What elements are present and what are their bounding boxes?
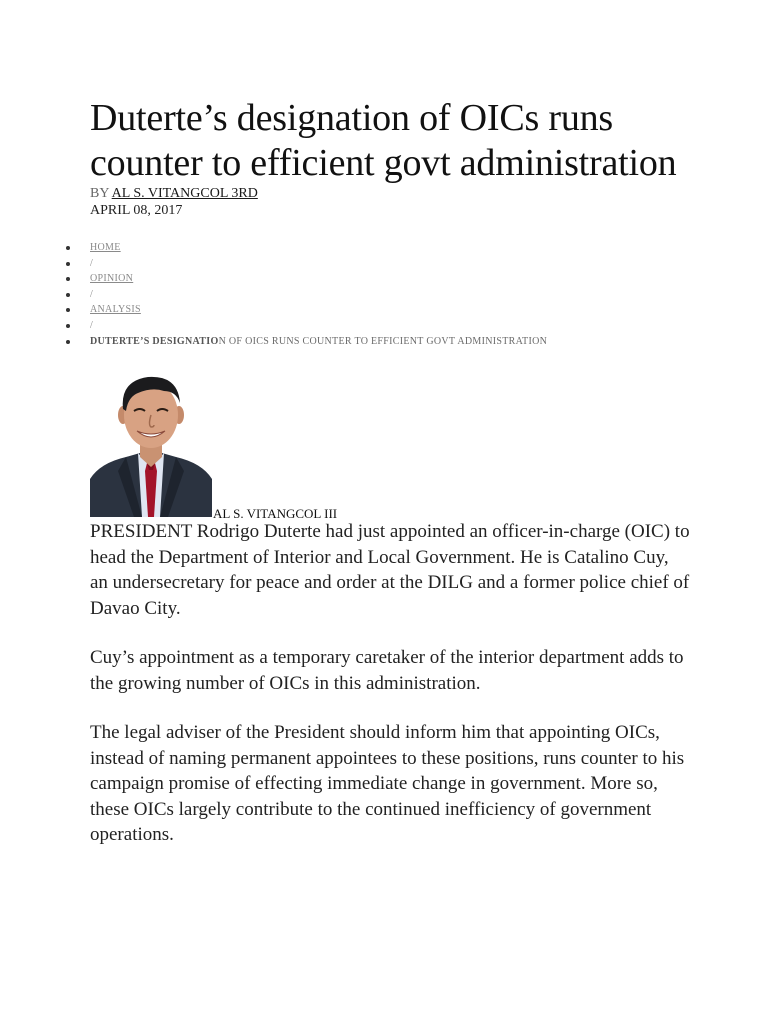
author-photo-caption: AL S. VITANGCOL III [213,506,338,522]
author-portrait-image [90,371,212,517]
breadcrumb [90,240,690,349]
body-paragraph: The legal adviser of the President should inform him that appointing OICs, instead of naming permanent appointees to these positions, runs counter to his campaign promise of effecting immediate change in government. More so, these OICs largely contribute to the continued inefficiency of government operations. [90,722,685,846]
body-paragraph: PRESIDENT Rodrigo Duterte had just appointed an officer-in-charge (OIC) to head the Department of Interior and Local Government. He is Catalino Cuy, an undersecretary for peace and order at the DILG and a former police chief of Davao City. [90,521,690,619]
breadcrumb-item-analysis [90,302,690,318]
author-block [90,371,690,522]
author-link[interactable]: AL S. VITANGCOL 3RD [111,186,258,201]
body-paragraph: Cuy’s appointment as a temporary caretaker of the interior department adds to the growing number of OICs in this administration. [90,647,684,694]
article-body [90,519,690,848]
breadcrumb-item-opinion [90,271,690,287]
breadcrumb-link-home[interactable]: HOME [90,242,121,253]
breadcrumb-link-analysis[interactable]: ANALYSIS [90,304,141,316]
breadcrumb-item-current [90,334,690,350]
publish-date: APRIL 08, 2017 [90,203,183,218]
article-title: Duterte’s designation of OICs runs counter to efficient govt administration [90,97,677,184]
breadcrumb-separator: / [90,287,690,303]
author-photo [90,371,212,517]
breadcrumb-link-opinion[interactable]: OPINION [90,273,134,285]
breadcrumb-item-home [90,240,690,256]
breadcrumb-current-rest: N OF OICS RUNS COUNTER TO EFFICIENT GOVT ADMINISTRATION [218,335,548,347]
breadcrumb-separator: / [90,256,690,272]
breadcrumb-current-bold: DUTERTE’S DESIGNATIO [90,335,219,347]
article [90,96,690,848]
breadcrumb-separator: / [90,318,690,334]
byline [90,186,690,202]
by-label: BY [90,186,109,201]
